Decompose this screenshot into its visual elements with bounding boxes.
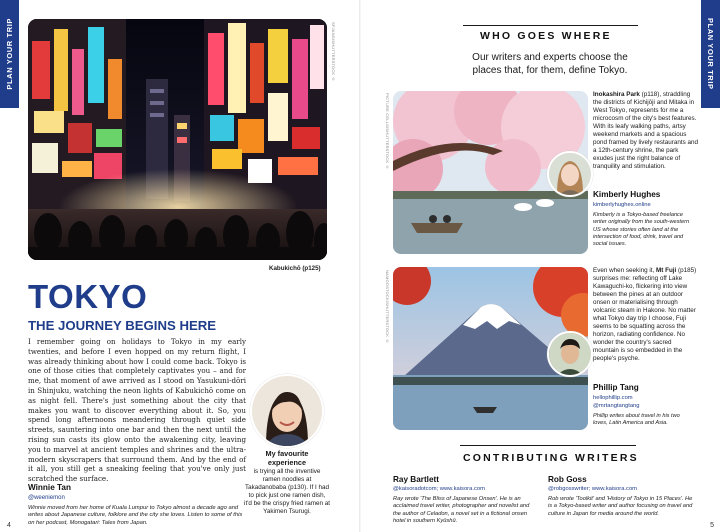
photo-credit-1: PICTURE CELLS/SHUTTERSTOCK © [385,93,390,170]
neon-street-illustration [28,19,327,260]
intro-paragraph: I remember going on holidays to Tokyo in my early twenties, and before I even hopped on my return flight, I was already thinking about how I could come back. Tokyo is one of those cities that completely captivates you – and for me, that moment of awe arrived as I stood on Yasukuni-dōri in Shinjuku, watching the neon lights of Kabukichō come on as night fell. There's just something about the city that makes you want to discover everything about it. So, you spend long afternoons meandering through quiet side streets, sauntering into one bar and then the next until the rising sun casts its glow onto the awakening city, leaving you to marvel at ancient temples and shrines and the ultra-modern skyscrapers that surround them. And by the end of it all, you still get a sneaking feeling that you've only just scratched the surface. [28,337,246,484]
avatar-kimberly-hughes [547,151,593,197]
page-number-left: 4 [7,522,11,529]
section-tab-right [701,0,720,108]
photo-credit-2: NAMOOSTOCK/SHUTTERSTOCK © [385,270,390,344]
place-name: Mt Fuji [656,267,677,274]
writer-name-1: Kimberly Hughes [593,190,661,199]
writer-handle-1: kimberlyhughes.online [593,202,651,208]
favourite-text: is trying all the inventive ramen noodles at Takadanobaba (p130). If I had to pick just one ramen dish, it'd be the crispy fried ramen at Yakimen Tsurugi. [244,468,330,515]
writer-handle-2b: @mrtangtangtang [593,403,640,409]
author-portrait-illustration [252,376,322,446]
author-avatar [250,374,324,448]
section-heading: WHO GOES WHERE [480,30,612,42]
section-tab-label: PLAN YOUR TRIP [706,18,715,90]
contributor-name-2: Rob Goss [548,475,587,484]
hero-photo-kabukicho [28,19,327,260]
section-tab-label: PLAN YOUR TRIP [5,18,14,90]
author-bio: Winnie moved from her home of Kuala Lumpur to Tokyo almost a decade ago and writes about Japanese culture, folklore and the city she loves. Listen to some of this on her podcast, Monogatari: Tales from Japan. [28,505,243,526]
section-tab-left [0,0,19,108]
writer-handle-2: hellophillip.com [593,395,633,401]
entry-description-1 [593,91,699,171]
writer-bio-2: Phillip writes about travel in his two loves, Latin America and Asia. [593,413,680,427]
photo-caption: Kabukichō (p125) [269,265,321,272]
author-name: Winnie Tan [28,483,71,492]
page-subtitle: THE JOURNEY BEGINS HERE [28,318,217,333]
contributor-handle-2: @robgosswriter; www.kaisora.com [548,486,637,492]
contributor-handle-1: @kaisoradotcom; www.kaisora.com [393,486,485,492]
place-description-pre: Even when seeking it, [593,267,657,274]
place-name: Inokashira Park [593,91,640,98]
place-description: (p118), straddling the districts of Kichijōji and Mitaka in West Tokyo, represents for me a microcosm of the city's best features. With its leafy walking paths, artsy weekend markets and a spacious pond framed by lively restaurants and a 12th-century shrine, the park exudes just the right balance of tranquility and stimulation. [593,91,699,170]
contributor-bio-1: Ray wrote 'The Bliss of Japanese Onsen'. He is an acclaimed travel writer, photographer and novelist and the author of Celadon, a novel set in a fictional onsen hotel in southern Kyūshū. [393,496,530,524]
writer-portrait-illustration [549,333,591,375]
section-lede: Our writers and experts choose the places that, for them, define Tokyo. [472,52,628,76]
writer-portrait-illustration [549,153,591,195]
heading-rule-top [463,25,638,26]
photo-credit: SFJANG/SHUTTERSTOCK © [331,22,336,82]
contributor-name-1: Ray Bartlett [393,475,439,484]
writer-name-2: Phillip Tang [593,383,639,392]
page-number-right: 5 [710,522,714,529]
writer-bio-1: Kimberly is a Tokyo-based freelance writer originally from the south-western US whose stories often land at the intersection of food, drink, travel and social issues. [593,212,690,248]
contrib-rule-top [460,445,636,446]
place-description: (p185) surprises me: reflecting off Lake Kawaguchi-ko, flickering into view between the pines at an outdoor onsen or materialising through volcanic steam in Hakone. No matter what Tokyo day trip I choose, Fuji seems to be squatting across the horizon, radiating confidence. No wonder the country's sacred mountain is so embedded in the people's psyche. [593,267,697,362]
page-title: TOKYO [28,278,148,315]
contributor-bio-2: Rob wrote 'Toolkit' and 'History of Tokyo in 15 Places'. He is a Tokyo-based writer and author focusing on travel and culture in Japan for media around the world. [548,496,693,517]
entry-description-2 [593,267,699,363]
favourite-heading: My favourite experience [265,449,309,467]
avatar-phillip-tang [547,331,593,377]
right-page [360,0,720,532]
author-handle: @weeniemon [28,495,65,501]
contributing-writers-heading: CONTRIBUTING WRITERS [463,452,639,464]
